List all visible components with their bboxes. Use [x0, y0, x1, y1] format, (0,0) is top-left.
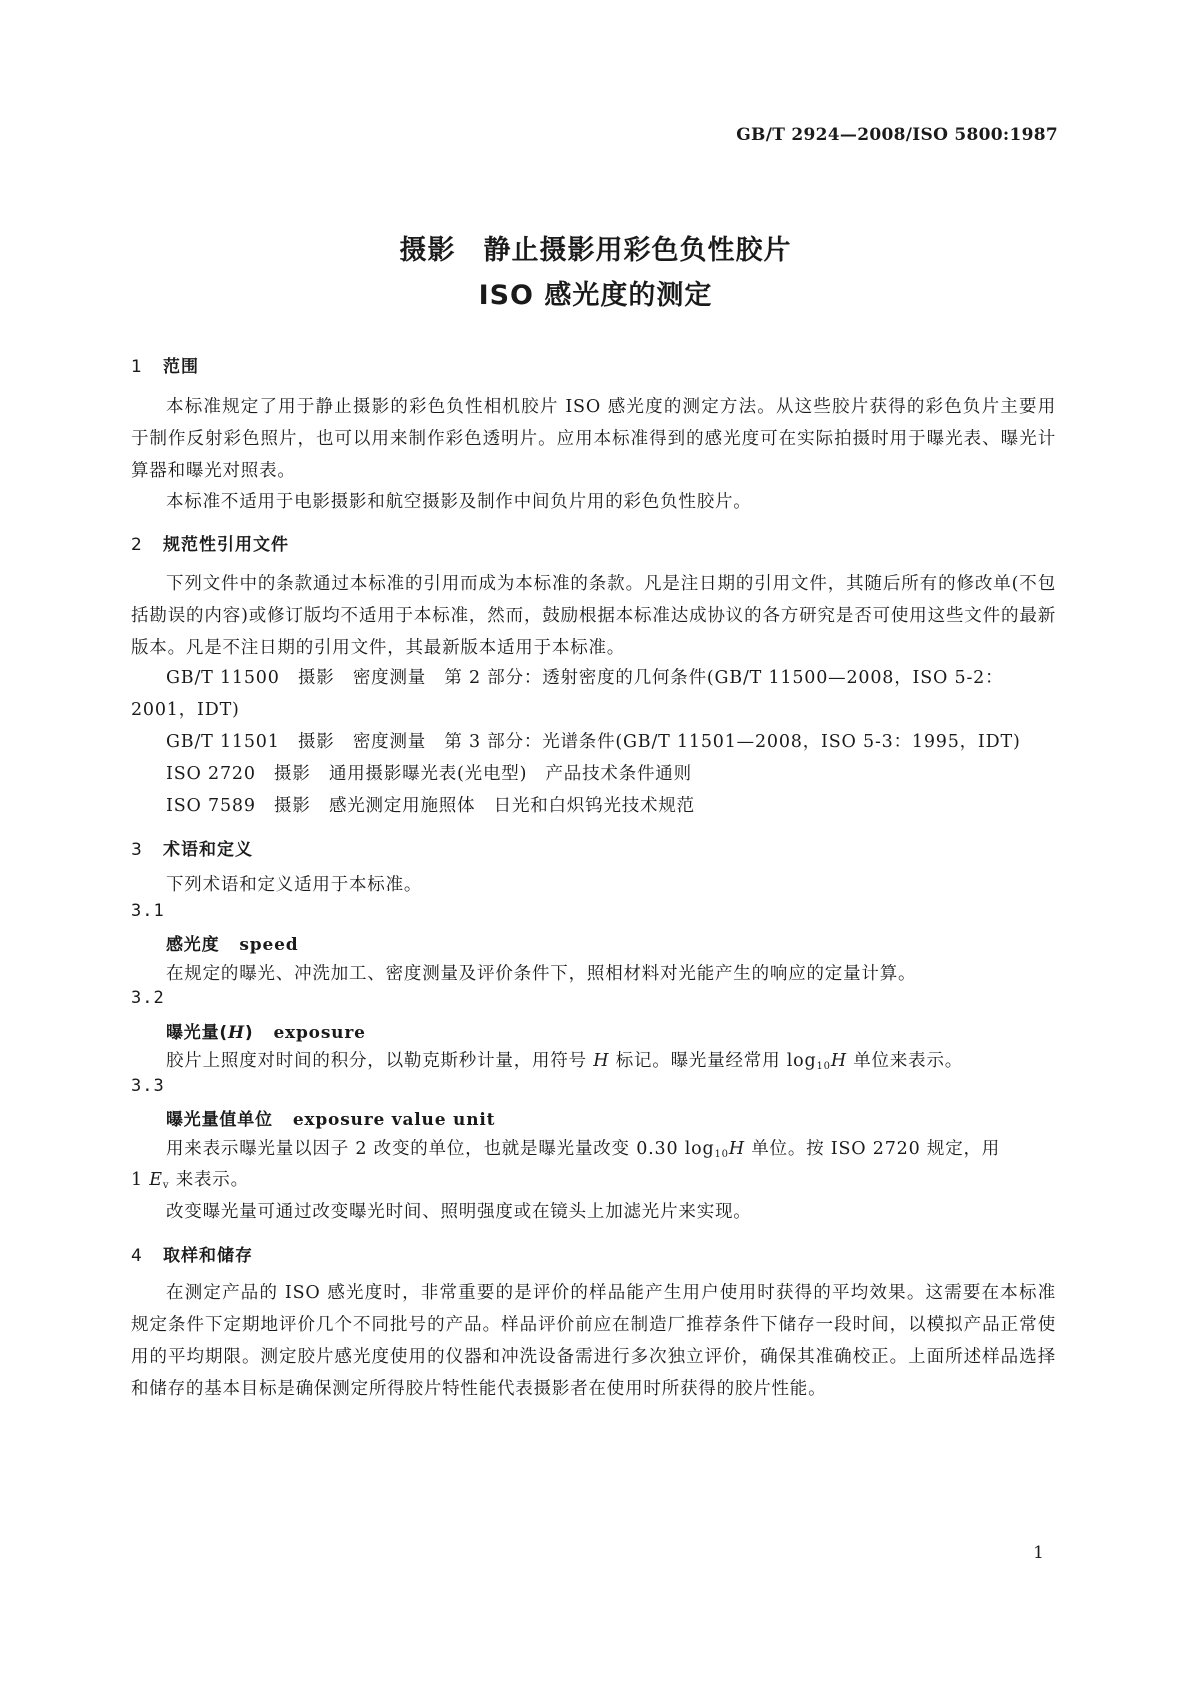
section-title: 规范性引用文件	[163, 535, 289, 555]
reference-gbt-11500-cont: 2001，IDT)	[131, 700, 240, 720]
symbol-h: H	[728, 1139, 745, 1159]
section-2-paragraph-1: 下列文件中的条款通过本标准的引用而成为本标准的条款。凡是注日期的引用文件，其随后所有的修改单(不包括勘误的内容)或修订版均不适用于本标准，然而，鼓励根据本标准达成协议的各方研究是否可使用这些文件的最新版本。凡是不注日期的引用文件，其最新版本适用于本标准。	[131, 574, 1056, 658]
subscript: v	[162, 1180, 170, 1191]
reference-iso-2720: ISO 2720 摄影 通用摄影曝光表(光电型) 产品技术条件通则	[166, 764, 692, 784]
term-chinese: 感光度	[166, 935, 220, 955]
term-chinese: 曝光量(	[166, 1023, 228, 1043]
section-3-heading	[131, 835, 253, 860]
term-evu-definition-cont	[131, 1166, 249, 1191]
definition-text: 来表示。	[169, 1170, 249, 1190]
section-1-paragraph-2: 本标准不适用于电影摄影和航空摄影及制作中间负片用的彩色负性胶片。	[166, 492, 752, 512]
section-number: 3	[131, 840, 143, 860]
term-evu-note: 改变曝光量可通过改变曝光时间、照明强度或在镜头上加滤光片来实现。	[166, 1202, 752, 1222]
definition-text: 单位。按 ISO 2720 规定，用	[744, 1139, 1001, 1159]
term-english: speed	[239, 935, 299, 955]
section-number: 2	[131, 535, 143, 555]
standard-code: GB/T 2924—2008/ISO 5800:1987	[736, 125, 1058, 145]
term-speed	[166, 930, 298, 955]
definition-text: 单位来表示。	[846, 1051, 964, 1071]
clause-3-1-number: 3.1	[131, 901, 165, 921]
term-chinese: 曝光量值单位	[166, 1110, 273, 1130]
section-1-paragraph-1: 本标准规定了用于静止摄影的彩色负性相机胶片 ISO 感光度的测定方法。从这些胶片获得的彩色负片主要用于制作反射彩色照片，也可以用来制作彩色透明片。应用本标准得到的感光度可在实际拍摄时用于曝光表、曝光计算器和曝光对照表。	[131, 397, 1056, 481]
page-number: 1	[1033, 1543, 1044, 1563]
symbol-h: H	[593, 1051, 610, 1071]
definition-text: 用来表示曝光量以因子 2 改变的单位，也就是曝光量改变 0.30 log	[166, 1139, 715, 1159]
section-4-paragraph-1: 在测定产品的 ISO 感光度时，非常重要的是评价的样品能产生用户使用时获得的平均效果。这需要在本标准规定条件下定期地评价几个不同批号的产品。样品评价前应在制造厂推荐条件下储存一段时间，以模拟产品正常使用的平均期限。测定胶片感光度使用的仪器和冲洗设备需进行多次独立评价，确保其准确校正。上面所述样品选择和储存的基本目标是确保测定所得胶片特性能代表摄影者在使用时所获得的胶片性能。	[131, 1283, 1056, 1399]
term-close-paren: )	[244, 1023, 254, 1043]
term-english: exposure	[273, 1023, 366, 1043]
clause-3-3-number: 3.3	[131, 1076, 165, 1096]
section-title: 术语和定义	[163, 840, 253, 860]
section-4-heading	[131, 1241, 253, 1266]
symbol-e: E	[149, 1170, 163, 1190]
section-title: 范围	[163, 357, 199, 377]
definition-text: 1	[131, 1170, 150, 1190]
term-exposure-value-unit	[166, 1105, 495, 1130]
term-exposure	[166, 1018, 366, 1043]
definition-text: 胶片上照度对时间的积分，以勒克斯秒计量，用符号	[166, 1051, 594, 1071]
section-number: 4	[131, 1246, 143, 1266]
reference-gbt-11501: GB/T 11501 摄影 密度测量 第 3 部分：光谱条件(GB/T 11501—2008，ISO 5-3：1995，IDT)	[166, 732, 1021, 752]
section-1-heading	[131, 352, 199, 377]
subscript: 10	[816, 1061, 831, 1072]
section-2-heading	[131, 530, 289, 555]
section-title: 取样和储存	[163, 1246, 253, 1266]
term-symbol: H	[227, 1023, 245, 1043]
definition-text: 标记。曝光量经常用 log	[609, 1051, 817, 1071]
term-exposure-definition	[166, 1047, 963, 1072]
document-title-line1: 摄影 静止摄影用彩色负性胶片	[399, 235, 792, 266]
clause-3-2-number: 3.2	[131, 988, 165, 1008]
document-title-line2: ISO 感光度的测定	[478, 280, 713, 311]
reference-iso-7589: ISO 7589 摄影 感光测定用施照体 日光和白炽钨光技术规范	[166, 796, 695, 816]
section-number: 1	[131, 357, 143, 377]
symbol-h: H	[830, 1051, 847, 1071]
section-3-intro: 下列术语和定义适用于本标准。	[166, 875, 423, 895]
term-speed-definition: 在规定的曝光、冲洗加工、密度测量及评价条件下，照相材料对光能产生的响应的定量计算。	[166, 964, 917, 984]
term-evu-definition	[166, 1135, 1000, 1160]
reference-gbt-11500: GB/T 11500 摄影 密度测量 第 2 部分：透射密度的几何条件(GB/T 11500—2008，ISO 5-2：	[166, 668, 1004, 688]
term-english: exposure value unit	[292, 1110, 496, 1130]
subscript: 10	[714, 1149, 729, 1160]
